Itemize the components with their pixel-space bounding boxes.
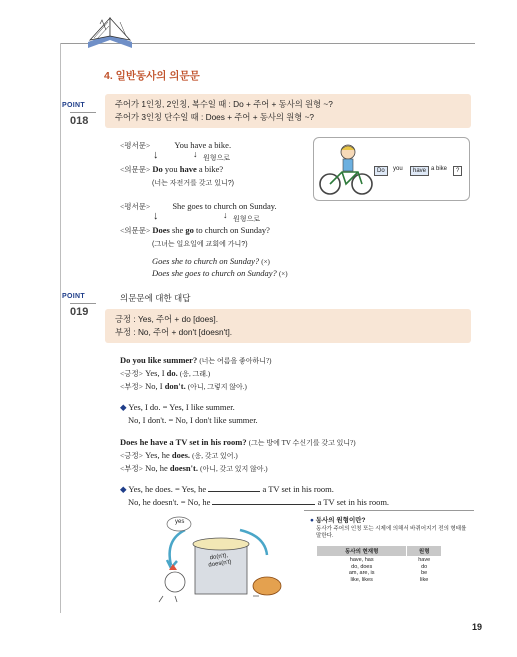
table-row: am, are, is be — [348, 570, 428, 576]
point-divider — [70, 112, 96, 113]
note-line: No, I don't. = No, I don't like summer. — [128, 415, 258, 425]
arrow-note: 원형으로 — [203, 155, 231, 162]
answer-blank[interactable] — [208, 491, 260, 492]
arrow-note: 원형으로 — [233, 216, 261, 223]
bullet-icon: ◆ — [120, 484, 127, 494]
table-header: 동사의 현재형 — [317, 546, 407, 557]
example-line: <평서문> You have a bike. — [120, 140, 232, 150]
book-logo-icon — [80, 12, 140, 52]
translation: (너는 자전거를 갖고 있니?) — [152, 180, 235, 187]
point-heading: 의문문에 대한 대답 — [120, 293, 191, 303]
point-number: 019 — [70, 306, 89, 318]
bike-boy-illustration — [318, 142, 374, 198]
example-line: <평서문> She goes to church on Sunday. — [120, 201, 277, 211]
example-line: Do you like summer? (너는 여름을 좋아하니?) — [120, 355, 272, 365]
word-box: Do — [374, 166, 388, 176]
tip-box — [304, 510, 474, 600]
illustration-box — [313, 137, 470, 201]
example-line: Does he have a TV set in his room? (그는 방에 TV 수신기를 갖고 있니?) — [120, 437, 356, 447]
point-label: POINT — [62, 293, 85, 300]
grammar-rule-box — [105, 309, 471, 343]
wrong-example: Does she goes to church on Sunday? (×) — [152, 268, 288, 278]
point-label: POINT — [62, 102, 85, 109]
tip-description: 동사가 주어의 인칭 또는 시제에 의해서 바뀌어지기 전의 형태를 말한다. — [316, 526, 467, 539]
pot-label: do(n't), does(n't) — [208, 552, 232, 569]
point-divider — [70, 303, 96, 304]
rule-line: 주어가 1인칭, 2인칭, 복수일 때 : Do + 주어 + 동사의 원형 ~? — [115, 99, 333, 109]
down-arrow-icon: ↓ — [223, 210, 228, 220]
point-number: 018 — [70, 115, 89, 127]
example-line: <부정> No, he doesn't. (아니, 갖고 있지 않아.) — [120, 463, 268, 473]
bullet-icon: ◆ — [120, 402, 127, 412]
speech-bubble-text: yes — [175, 519, 185, 525]
note-line: ◆ Yes, I do. = Yes, I like summer. — [120, 402, 235, 412]
margin-rule — [60, 43, 61, 613]
rule-line: 주어가 3인칭 단수일 때 : Does + 주어 + 동사의 원형 ~? — [115, 112, 315, 122]
grammar-rule-box — [105, 94, 471, 128]
section-title: 4. 일반동사의 의문문 — [104, 70, 200, 82]
word-text: a bike — [431, 166, 448, 172]
example-line: <긍정> Yes, I do. (응, 그래.) — [120, 368, 211, 378]
note-line: ◆ Yes, he does. = Yes, he a TV set in his room. — [120, 484, 334, 494]
word-text: you — [393, 166, 403, 172]
down-arrow-icon: ↓ — [153, 149, 159, 161]
table-row: do, does do — [351, 563, 428, 570]
example-line: <의문문> Does she go to church on Sunday? — [120, 225, 270, 235]
word-box: have — [410, 166, 429, 176]
word-box: ? — [453, 166, 462, 176]
example-line: <긍정> Yes, he does. (응, 갖고 있어.) — [120, 450, 238, 460]
table-header: 원형 — [407, 546, 442, 557]
tip-title: ● 동사의 원형이란? — [310, 517, 366, 524]
note-line: No, he doesn't. = No, he a TV set in his room. — [128, 497, 390, 507]
example-line: <의문문> Do you have a bike? — [120, 164, 224, 174]
translation: (그녀는 일요일에 교회에 가니?) — [152, 241, 248, 248]
table-row: have, has have — [349, 557, 431, 563]
down-arrow-icon: ↓ — [153, 210, 159, 222]
table-row: like, likes like — [350, 576, 429, 583]
example-line: <부정> No, I don't. (아니, 그렇지 않아.) — [120, 381, 247, 391]
bullet-icon: ● — [310, 517, 314, 524]
rule-line: 부정 : No, 주어 + don't [doesn't]. — [115, 327, 233, 337]
wrong-example: Goes she to church on Sunday? (×) — [152, 256, 270, 266]
answer-blank[interactable] — [212, 504, 315, 505]
page-number: 19 — [472, 622, 483, 632]
rule-line: 긍정 : Yes, 주어 + do [does]. — [115, 314, 219, 324]
verb-form-table — [316, 545, 442, 583]
down-arrow-icon: ↓ — [193, 149, 198, 159]
